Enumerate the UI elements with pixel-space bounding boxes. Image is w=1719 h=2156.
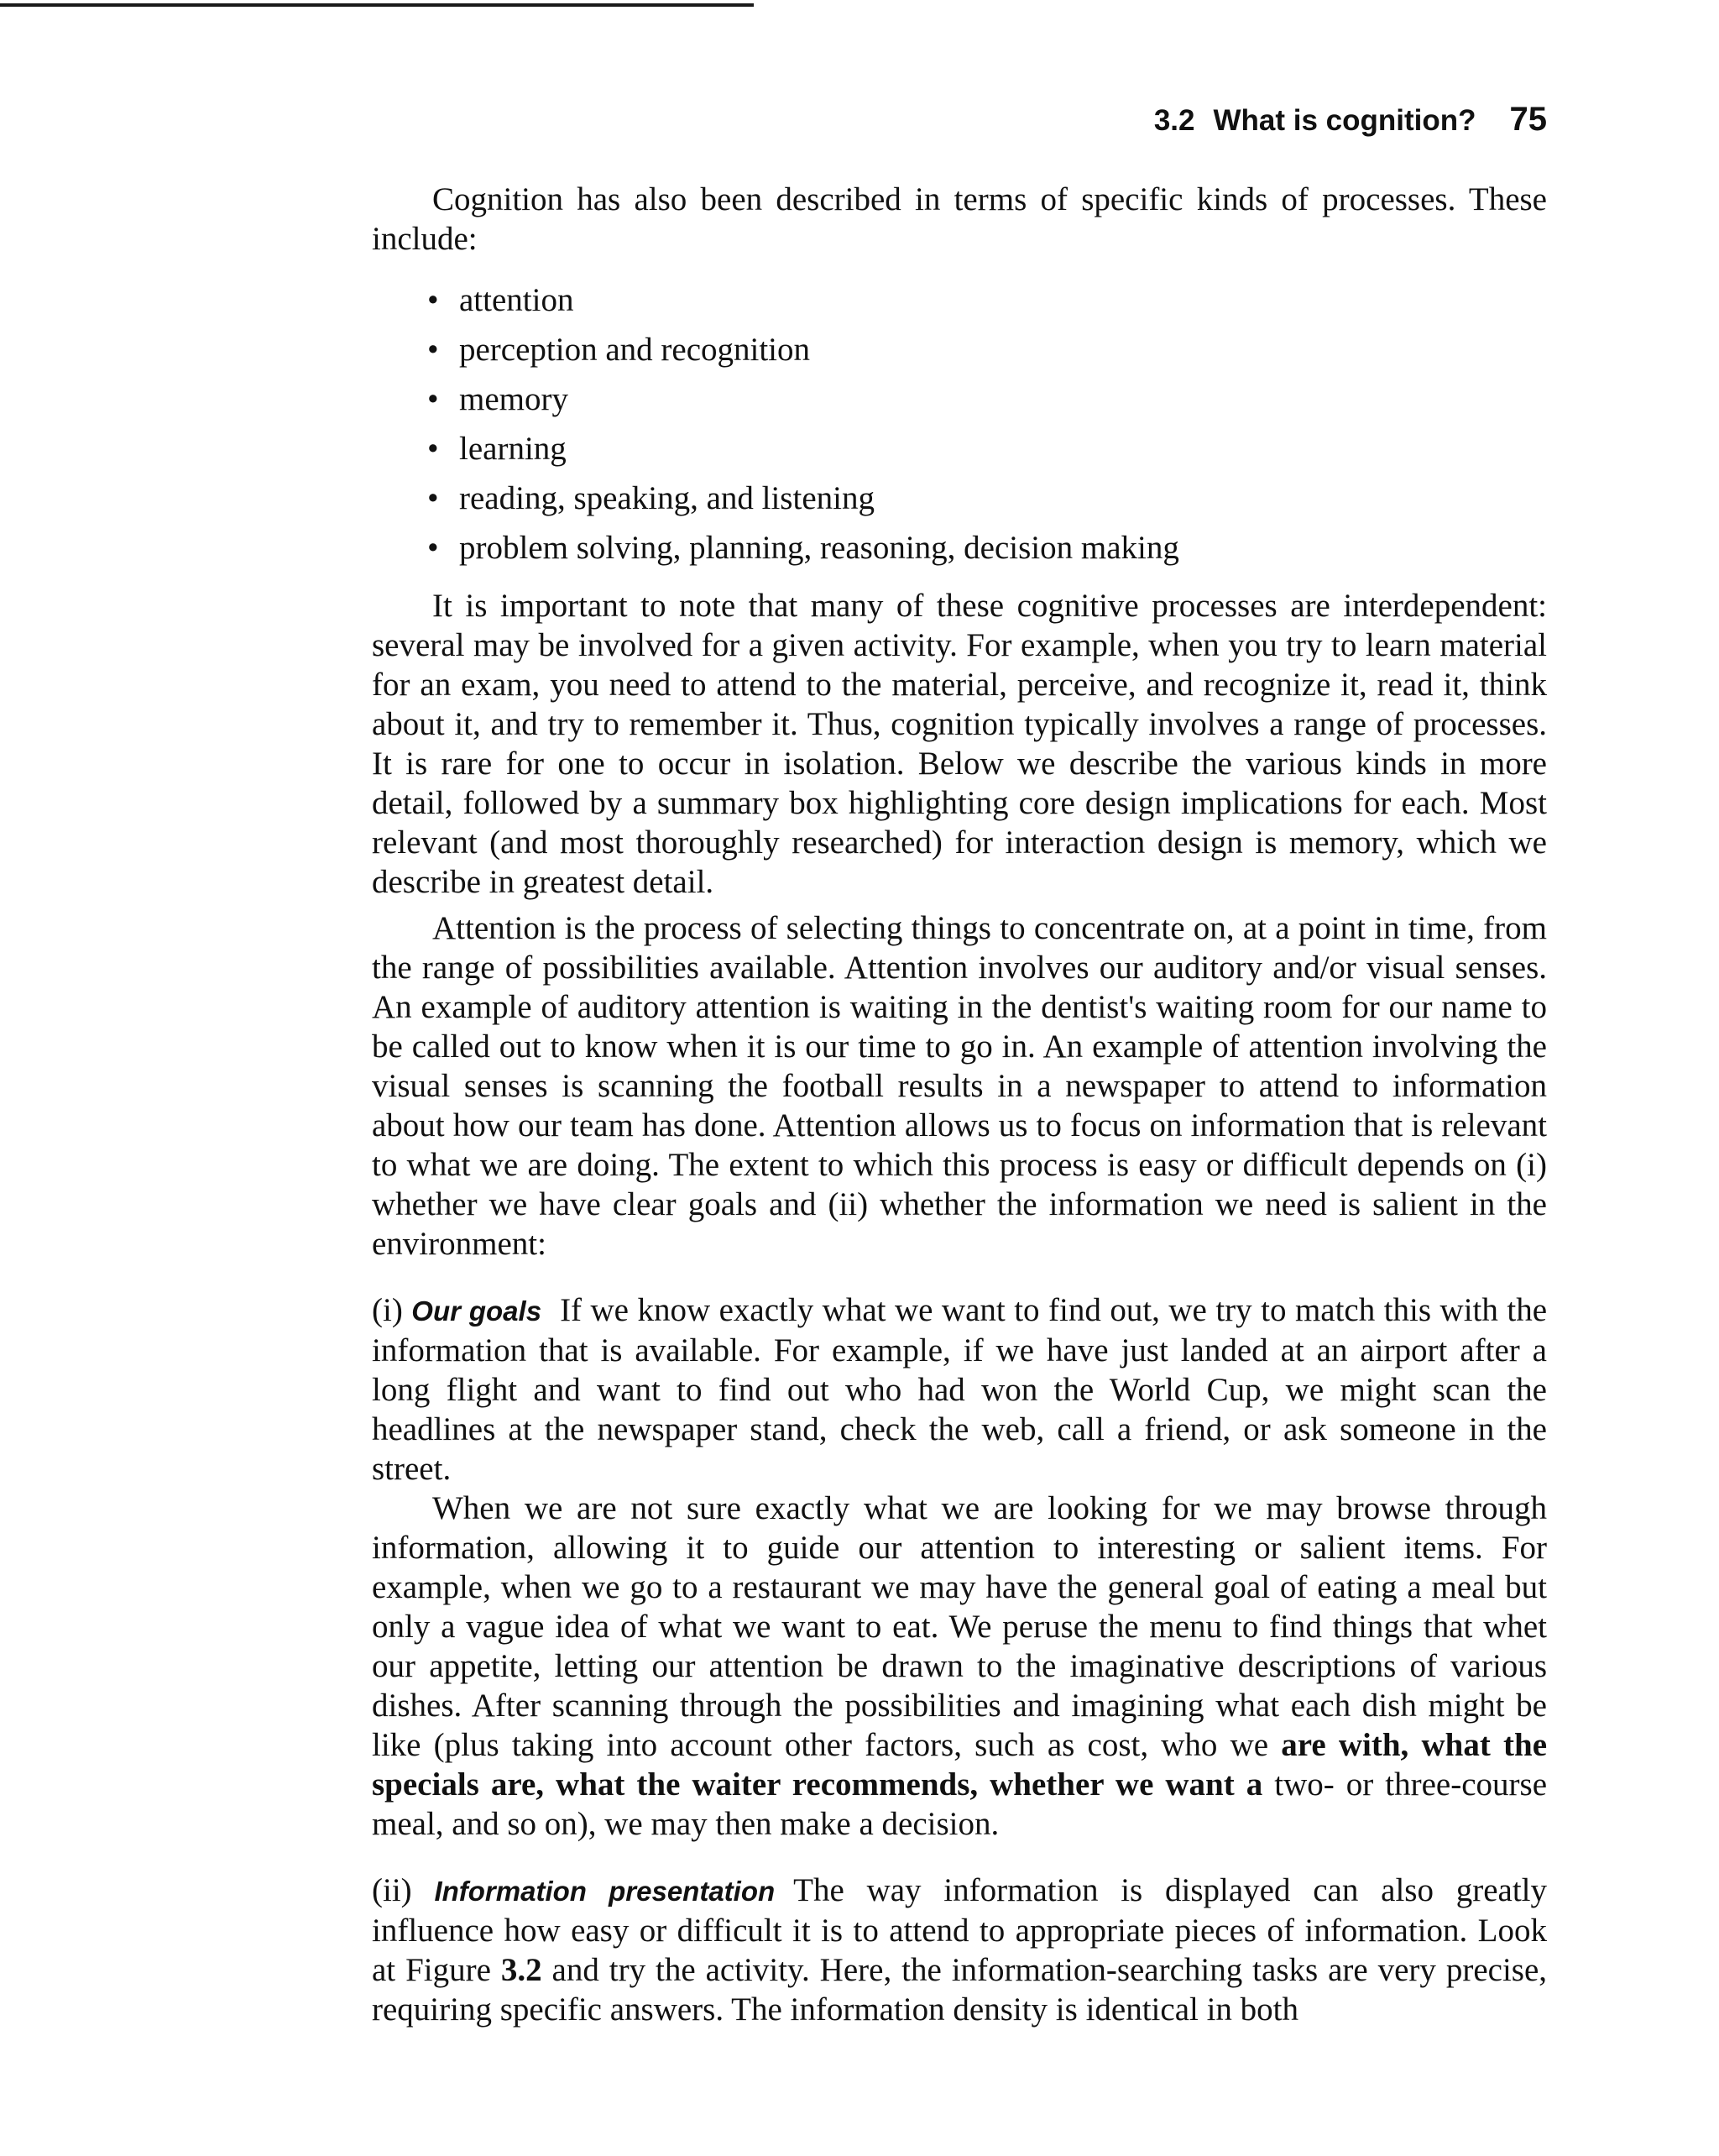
bullet-icon: • (427, 431, 439, 467)
list-item: • memory (427, 374, 1547, 424)
browse-bold-text: are with, what the specials are, what the waiter recommends, whether we want a (372, 1727, 1548, 1803)
goals-text: If we know exactly what we want to find out, we try to match this with the information that is available. For example, if we have just landed at an airport after a long flight and want to find out who had won the World Cup, we might scan the headlines at the newspaper stand, check the web, call a friend, or ask someone in the street. (372, 1292, 1548, 1487)
bullet-icon: • (427, 381, 439, 417)
interdependence-paragraph: It is important to note that many of these cognitive processes are interdependent: several may be involved for a given activity. For example, when you try to learn material for an exam, you need to attend to the material, perceive, and recognize it, read it, think about it, and try to remember it. Thus, cognition typically involves a range of processes. It is rare for one to occur in isolation. Below we describe the various kinds in more detail, followed by a summary box highlighting core design implications for each. Most relevant (and most thoroughly researched) for interaction design is memory, which we describe in greatest detail. (372, 588, 1547, 900)
list-item: • perception and recognition (427, 325, 1547, 374)
bullet-icon: • (427, 332, 439, 368)
goals-marker: (i) (372, 1292, 403, 1328)
attention-paragraph: Attention is the process of selecting things to concentrate on, at a point in time, from the range of possibilities available. Attention involves our auditory and/or visual senses. An example of auditory attention is waiting in the dentist's waiting room for our name to be called out to know when it is our time to go in. An example of attention involving the visual senses is scanning the football results in a newspaper to attend to information about how our team has done. Attention allows us to focus on information that is relevant to what we are doing. The extent to which this process is easy or difficult depends on (i) whether we have clear goals and (ii) whether the information we need is salient in the environment: (372, 910, 1547, 1262)
body-text (372, 180, 1547, 2029)
browse-paragraph: When we are not sure exactly what we are looking for we may browse through information, allowing it to guide our attention to interesting or salient items. For example, when we go to a restaurant we may have the general goal of eating a meal but only a vague idea of what we want to eat. We peruse the menu to find things that whet our appetite, letting our attention be drawn to the imaginative descriptions of various dishes. After scanning through the possibilities and imagining what each dish might be like (plus taking into account other factors, such as cost, who we are with, what the specials are, what the waiter recommends, whether we want a two- or three-course meal, and so on), we may then make a decision. (372, 1490, 1548, 1842)
running-head (1154, 101, 1547, 139)
goals-heading: Our goals (411, 1295, 542, 1327)
goals-paragraph (372, 1290, 1547, 1489)
bullet-icon: • (427, 530, 439, 566)
process-list (372, 275, 1547, 573)
presentation-paragraph: (ii) Information presentation The way information is displayed can also greatly influence how easy or difficult it is to attend to appropriate pieces of information. Look at Figure 3.2 and try the activity. Here, the information-searching tasks are very precise, requiring specific answers. The information density is identical in both (372, 1872, 1548, 2028)
figure-reference: 3.2 (500, 1952, 542, 1988)
section-number: 3.2 (1153, 104, 1195, 137)
page-number: 75 (1509, 101, 1547, 138)
list-item: • problem solving, planning, reasoning, decision making (427, 523, 1547, 573)
list-item: • attention (427, 275, 1547, 325)
top-rule (0, 3, 754, 7)
bullet-icon: • (427, 480, 439, 516)
presentation-marker: (ii) (372, 1872, 412, 1908)
list-item: • learning (427, 424, 1547, 474)
section-title: What is cognition? (1213, 104, 1476, 137)
presentation-heading: Information presentation (434, 1876, 776, 1907)
list-item: • reading, speaking, and listening (427, 474, 1547, 523)
bullet-icon: • (427, 282, 439, 318)
intro-paragraph: Cognition has also been described in terms of specific kinds of processes. These include: (372, 181, 1547, 257)
